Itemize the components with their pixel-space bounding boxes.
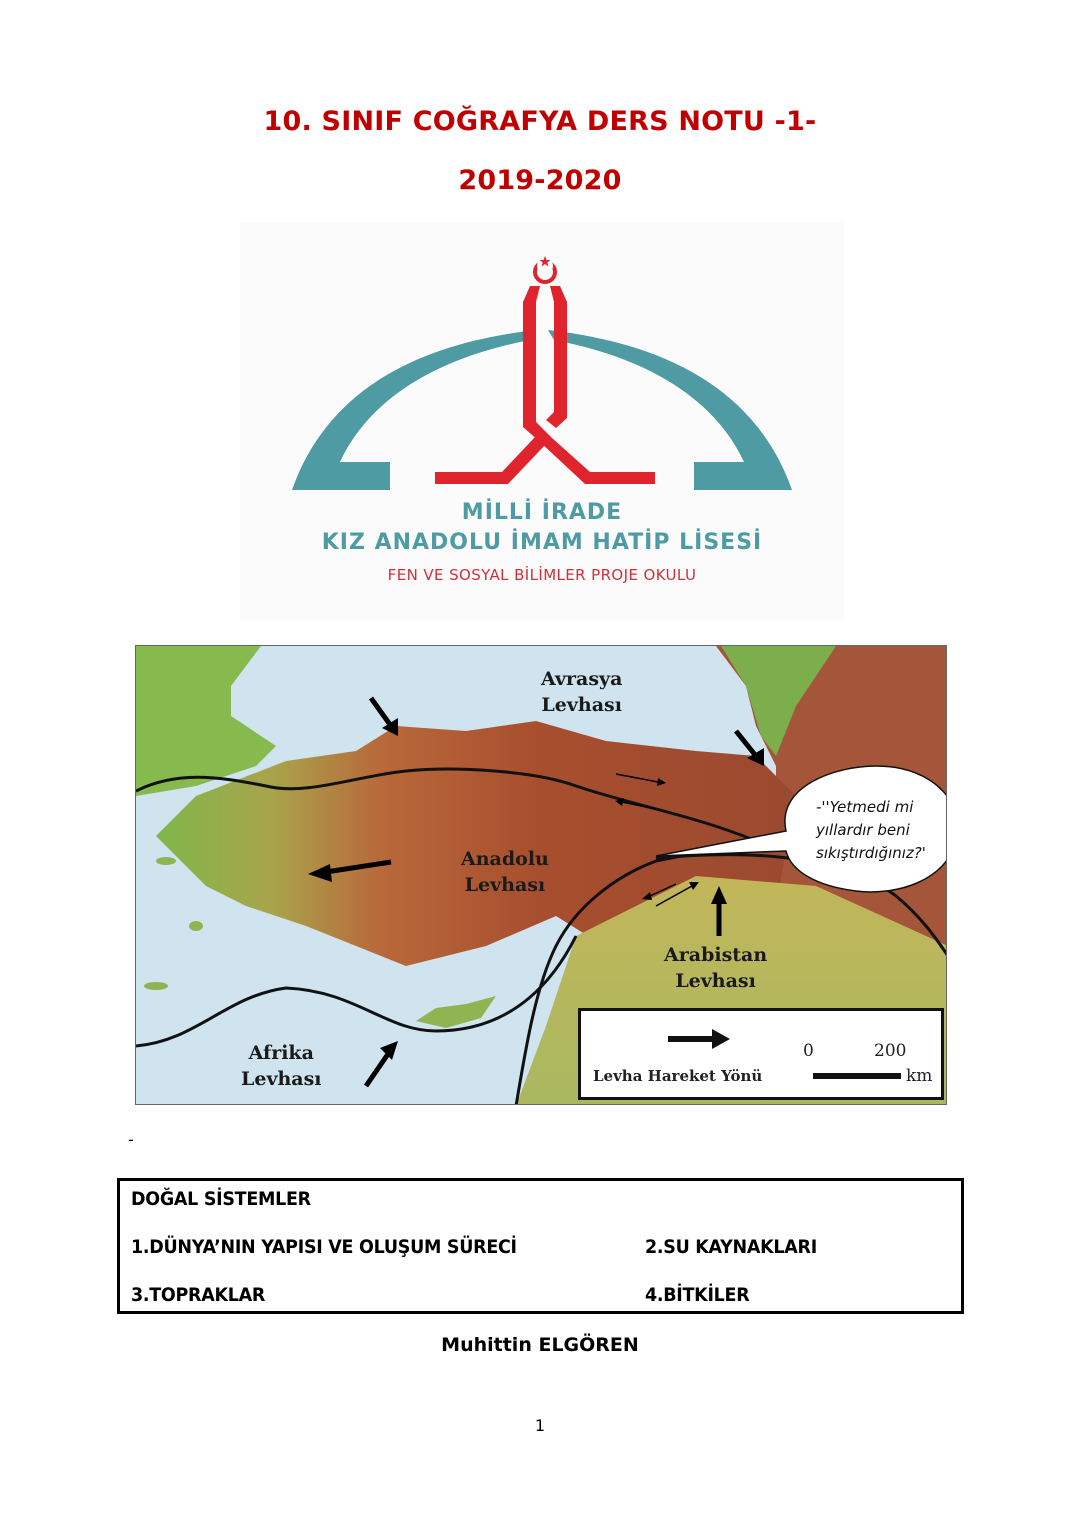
scale-end: 200 bbox=[874, 1041, 907, 1061]
topics-box bbox=[117, 1178, 964, 1314]
school-logo bbox=[240, 222, 844, 620]
label-eurasian-plate bbox=[541, 666, 622, 718]
author-name: Muhittin ELGÖREN bbox=[441, 1334, 639, 1356]
label-african-plate bbox=[241, 1040, 322, 1092]
bubble-line: -''Yetmedi mi bbox=[816, 798, 914, 816]
label-line: Levhası bbox=[241, 1068, 322, 1090]
bubble-line: yıllardır beni bbox=[816, 821, 910, 839]
label-anatolian-plate bbox=[461, 846, 549, 898]
logo-line-program: FEN VE SOSYAL BİLİMLER PROJE OKULU bbox=[387, 566, 697, 584]
separator-dash: - bbox=[128, 1130, 134, 1149]
page-number: 1 bbox=[534, 1416, 546, 1435]
label-line: Arabistan bbox=[664, 944, 768, 966]
map-legend bbox=[578, 1008, 944, 1100]
logo-line-school-name: MİLLİ İRADE bbox=[461, 500, 623, 525]
label-line: Levhası bbox=[541, 694, 622, 716]
label-line: Levhası bbox=[464, 874, 546, 896]
label-line: Levhası bbox=[675, 970, 756, 992]
logo-line-school-type: KIZ ANADOLU İMAM HATİP LİSESİ bbox=[321, 530, 763, 555]
tectonic-plate-map bbox=[135, 645, 947, 1105]
scale-start: 0 bbox=[803, 1041, 814, 1061]
topic-item: 3.TOPRAKLAR bbox=[131, 1284, 266, 1306]
bubble-line: sıkıştırdığınız?' bbox=[816, 844, 926, 862]
label-line: Avrasya bbox=[541, 668, 623, 690]
speech-bubble-text bbox=[816, 796, 947, 865]
legend-plate-direction-label: Levha Hareket Yönü bbox=[593, 1067, 763, 1085]
label-line: Anadolu bbox=[461, 848, 549, 870]
label-line: Afrika bbox=[248, 1042, 314, 1064]
label-arabian-plate bbox=[664, 942, 767, 994]
school-year: 2019-2020 bbox=[458, 165, 622, 196]
logo-emblem-icon bbox=[240, 222, 844, 492]
scale-unit: km bbox=[906, 1066, 933, 1086]
topics-heading: DOĞAL SİSTEMLER bbox=[131, 1188, 311, 1210]
topic-item: 1.DÜNYA’NIN YAPISI VE OLUŞUM SÜRECİ bbox=[131, 1236, 517, 1258]
arrow-right-icon bbox=[666, 1027, 736, 1051]
topic-item: 2.SU KAYNAKLARI bbox=[645, 1236, 817, 1258]
scale-bar bbox=[813, 1073, 901, 1079]
document-title: 10. SINIF COĞRAFYA DERS NOTU -1- bbox=[263, 106, 817, 137]
topic-item: 4.BİTKİLER bbox=[645, 1284, 750, 1306]
